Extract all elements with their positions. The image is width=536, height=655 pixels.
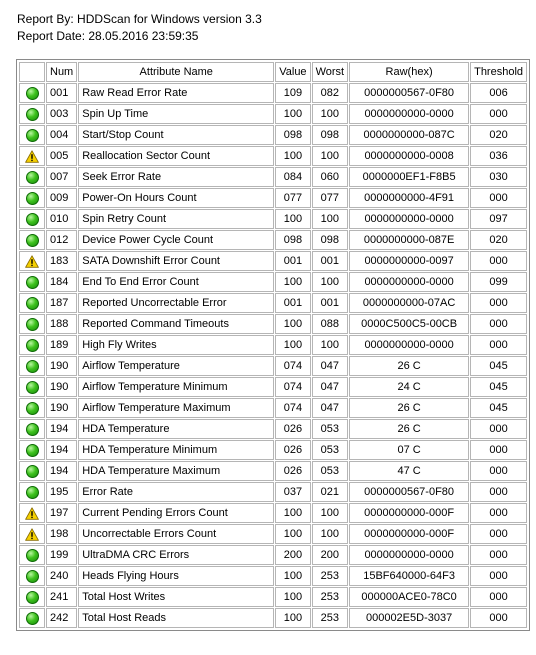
ok-status-icon	[26, 381, 39, 393]
status-cell	[19, 272, 45, 292]
ok-status-icon	[26, 444, 39, 456]
ok-status-icon	[26, 276, 39, 288]
status-cell	[19, 167, 45, 187]
num-cell: 194	[46, 419, 77, 439]
num-cell: 001	[46, 83, 77, 103]
value-cell: 100	[275, 503, 310, 523]
num-cell: 004	[46, 125, 77, 145]
status-cell	[19, 377, 45, 397]
attribute-name-cell: Start/Stop Count	[78, 125, 274, 145]
threshold-cell: 000	[470, 314, 527, 334]
table-row	[19, 146, 527, 166]
table-row	[19, 545, 527, 565]
num-cell: 005	[46, 146, 77, 166]
threshold-cell: 099	[470, 272, 527, 292]
attribute-name-cell: UltraDMA CRC Errors	[78, 545, 274, 565]
threshold-cell: 000	[470, 482, 527, 502]
threshold-cell: 000	[470, 545, 527, 565]
raw-hex-cell: 26 C	[349, 419, 469, 439]
worst-cell: 100	[312, 272, 349, 292]
worst-cell: 253	[312, 608, 349, 628]
attribute-name-cell: Current Pending Errors Count	[78, 503, 274, 523]
worst-cell: 021	[312, 482, 349, 502]
value-cell: 100	[275, 209, 310, 229]
attribute-name-cell: Error Rate	[78, 482, 274, 502]
num-cell: 190	[46, 356, 77, 376]
worst-cell: 088	[312, 314, 349, 334]
value-cell: 100	[275, 314, 310, 334]
attribute-name-cell: Reported Command Timeouts	[78, 314, 274, 334]
table-row	[19, 125, 527, 145]
attribute-name-cell: Total Host Reads	[78, 608, 274, 628]
raw-hex-cell: 24 C	[349, 377, 469, 397]
table-header-row	[19, 62, 527, 82]
raw-hex-cell: 000000ACE0-78C0	[349, 587, 469, 607]
attribute-name-cell: High Fly Writes	[78, 335, 274, 355]
value-cell: 100	[275, 272, 310, 292]
num-cell: 189	[46, 335, 77, 355]
num-cell: 187	[46, 293, 77, 313]
num-cell: 242	[46, 608, 77, 628]
worst-cell: 060	[312, 167, 349, 187]
ok-status-icon	[26, 213, 39, 225]
raw-hex-cell: 26 C	[349, 398, 469, 418]
column-header-value: Value	[275, 62, 310, 82]
worst-cell: 077	[312, 188, 349, 208]
value-cell: 100	[275, 335, 310, 355]
status-cell	[19, 356, 45, 376]
num-cell: 184	[46, 272, 77, 292]
raw-hex-cell: 26 C	[349, 356, 469, 376]
value-cell: 100	[275, 587, 310, 607]
ok-status-icon	[26, 108, 39, 120]
table-row	[19, 587, 527, 607]
worst-cell: 253	[312, 566, 349, 586]
num-cell: 003	[46, 104, 77, 124]
value-cell: 026	[275, 440, 310, 460]
threshold-cell: 045	[470, 356, 527, 376]
ok-status-icon	[26, 129, 39, 141]
threshold-cell: 000	[470, 293, 527, 313]
table-body	[19, 83, 527, 628]
column-header-num: Num	[46, 62, 77, 82]
warning-icon	[25, 150, 39, 162]
status-cell	[19, 293, 45, 313]
attribute-name-cell: Heads Flying Hours	[78, 566, 274, 586]
threshold-cell: 030	[470, 167, 527, 187]
worst-cell: 001	[312, 251, 349, 271]
value-cell: 098	[275, 125, 310, 145]
worst-cell: 100	[312, 104, 349, 124]
table-row	[19, 566, 527, 586]
status-cell	[19, 482, 45, 502]
smart-attributes-table	[18, 61, 528, 629]
table-row	[19, 440, 527, 460]
ok-status-icon	[26, 87, 39, 99]
raw-hex-cell: 07 C	[349, 440, 469, 460]
ok-status-icon	[26, 339, 39, 351]
table-row	[19, 503, 527, 523]
table-row	[19, 461, 527, 481]
value-cell: 026	[275, 419, 310, 439]
table-row	[19, 104, 527, 124]
raw-hex-cell: 0000000000-0000	[349, 104, 469, 124]
worst-cell: 100	[312, 335, 349, 355]
attribute-name-cell: HDA Temperature	[78, 419, 274, 439]
ok-status-icon	[26, 360, 39, 372]
num-cell: 198	[46, 524, 77, 544]
worst-cell: 047	[312, 398, 349, 418]
table-row	[19, 251, 527, 271]
raw-hex-cell: 0000000000-4F91	[349, 188, 469, 208]
ok-status-icon	[26, 318, 39, 330]
status-cell	[19, 209, 45, 229]
status-cell	[19, 83, 45, 103]
num-cell: 190	[46, 398, 77, 418]
table-row	[19, 398, 527, 418]
table-row	[19, 230, 527, 250]
threshold-cell: 097	[470, 209, 527, 229]
ok-status-icon	[26, 486, 39, 498]
raw-hex-cell: 0000C500C5-00CB	[349, 314, 469, 334]
num-cell: 241	[46, 587, 77, 607]
status-cell	[19, 440, 45, 460]
raw-hex-cell: 0000000000-07AC	[349, 293, 469, 313]
value-cell: 100	[275, 104, 310, 124]
worst-cell: 100	[312, 524, 349, 544]
value-cell: 100	[275, 146, 310, 166]
ok-status-icon	[26, 234, 39, 246]
attribute-name-cell: Reallocation Sector Count	[78, 146, 274, 166]
value-cell: 100	[275, 608, 310, 628]
status-cell	[19, 230, 45, 250]
warning-icon	[25, 528, 39, 540]
num-cell: 188	[46, 314, 77, 334]
ok-status-icon	[26, 402, 39, 414]
column-header-status	[19, 62, 45, 82]
threshold-cell: 000	[470, 503, 527, 523]
num-cell: 199	[46, 545, 77, 565]
raw-hex-cell: 0000000000-087E	[349, 230, 469, 250]
raw-hex-cell: 0000000000-0000	[349, 272, 469, 292]
worst-cell: 053	[312, 461, 349, 481]
threshold-cell: 000	[470, 419, 527, 439]
raw-hex-cell: 0000000567-0F80	[349, 83, 469, 103]
worst-cell: 253	[312, 587, 349, 607]
value-cell: 026	[275, 461, 310, 481]
column-header-threshold: Threshold	[470, 62, 527, 82]
status-cell	[19, 146, 45, 166]
threshold-cell: 000	[470, 188, 527, 208]
worst-cell: 001	[312, 293, 349, 313]
status-cell	[19, 188, 45, 208]
ok-status-icon	[26, 570, 39, 582]
attribute-name-cell: Spin Up Time	[78, 104, 274, 124]
threshold-cell: 045	[470, 398, 527, 418]
worst-cell: 053	[312, 419, 349, 439]
column-header-attribute-name: Attribute Name	[78, 62, 274, 82]
ok-status-icon	[26, 192, 39, 204]
table-row	[19, 524, 527, 544]
value-cell: 074	[275, 356, 310, 376]
raw-hex-cell: 0000000000-000F	[349, 503, 469, 523]
worst-cell: 200	[312, 545, 349, 565]
table-row	[19, 608, 527, 628]
report-by-text: Report By: HDDScan for Windows version 3.3	[17, 12, 262, 26]
ok-status-icon	[26, 591, 39, 603]
num-cell: 007	[46, 167, 77, 187]
attribute-name-cell: Spin Retry Count	[78, 209, 274, 229]
raw-hex-cell: 0000000000-0000	[349, 335, 469, 355]
worst-cell: 047	[312, 356, 349, 376]
warning-icon	[25, 255, 39, 267]
threshold-cell: 000	[470, 461, 527, 481]
raw-hex-cell: 0000000567-0F80	[349, 482, 469, 502]
table-row	[19, 188, 527, 208]
value-cell: 074	[275, 398, 310, 418]
status-cell	[19, 608, 45, 628]
value-cell: 074	[275, 377, 310, 397]
raw-hex-cell: 000002E5D-3037	[349, 608, 469, 628]
num-cell: 197	[46, 503, 77, 523]
value-cell: 100	[275, 566, 310, 586]
attribute-name-cell: Total Host Writes	[78, 587, 274, 607]
raw-hex-cell: 0000000000-0000	[349, 209, 469, 229]
value-cell: 037	[275, 482, 310, 502]
attribute-name-cell: HDA Temperature Minimum	[78, 440, 274, 460]
worst-cell: 100	[312, 209, 349, 229]
table-row	[19, 356, 527, 376]
attribute-name-cell: HDA Temperature Maximum	[78, 461, 274, 481]
threshold-cell: 000	[470, 587, 527, 607]
attribute-name-cell: Device Power Cycle Count	[78, 230, 274, 250]
table-row	[19, 419, 527, 439]
worst-cell: 053	[312, 440, 349, 460]
num-cell: 194	[46, 461, 77, 481]
num-cell: 183	[46, 251, 77, 271]
raw-hex-cell: 15BF640000-64F3	[349, 566, 469, 586]
status-cell	[19, 503, 45, 523]
value-cell: 200	[275, 545, 310, 565]
worst-cell: 100	[312, 503, 349, 523]
raw-hex-cell: 0000000000-0097	[349, 251, 469, 271]
table-row	[19, 293, 527, 313]
attribute-name-cell: Airflow Temperature	[78, 356, 274, 376]
attribute-name-cell: SATA Downshift Error Count	[78, 251, 274, 271]
threshold-cell: 036	[470, 146, 527, 166]
threshold-cell: 000	[470, 566, 527, 586]
ok-status-icon	[26, 171, 39, 183]
raw-hex-cell: 0000000000-087C	[349, 125, 469, 145]
threshold-cell: 045	[470, 377, 527, 397]
status-cell	[19, 461, 45, 481]
worst-cell: 098	[312, 230, 349, 250]
num-cell: 240	[46, 566, 77, 586]
status-cell	[19, 125, 45, 145]
attribute-name-cell: Power-On Hours Count	[78, 188, 274, 208]
value-cell: 001	[275, 251, 310, 271]
attribute-name-cell: End To End Error Count	[78, 272, 274, 292]
column-header-raw: Raw(hex)	[349, 62, 469, 82]
threshold-cell: 000	[470, 524, 527, 544]
num-cell: 190	[46, 377, 77, 397]
threshold-cell: 000	[470, 440, 527, 460]
attribute-name-cell: Airflow Temperature Maximum	[78, 398, 274, 418]
value-cell: 001	[275, 293, 310, 313]
raw-hex-cell: 0000000000-0000	[349, 545, 469, 565]
threshold-cell: 000	[470, 608, 527, 628]
warning-icon	[25, 507, 39, 519]
status-cell	[19, 335, 45, 355]
column-header-worst: Worst	[312, 62, 349, 82]
status-cell	[19, 398, 45, 418]
table-row	[19, 335, 527, 355]
num-cell: 010	[46, 209, 77, 229]
num-cell: 009	[46, 188, 77, 208]
ok-status-icon	[26, 297, 39, 309]
threshold-cell: 006	[470, 83, 527, 103]
attribute-name-cell: Reported Uncorrectable Error	[78, 293, 274, 313]
status-cell	[19, 314, 45, 334]
value-cell: 084	[275, 167, 310, 187]
num-cell: 195	[46, 482, 77, 502]
status-cell	[19, 587, 45, 607]
threshold-cell: 000	[470, 104, 527, 124]
table-row	[19, 83, 527, 103]
table-row	[19, 377, 527, 397]
num-cell: 012	[46, 230, 77, 250]
threshold-cell: 020	[470, 125, 527, 145]
attribute-name-cell: Airflow Temperature Minimum	[78, 377, 274, 397]
num-cell: 194	[46, 440, 77, 460]
status-cell	[19, 251, 45, 271]
ok-status-icon	[26, 465, 39, 477]
threshold-cell: 020	[470, 230, 527, 250]
report-header	[17, 11, 262, 45]
status-cell	[19, 104, 45, 124]
threshold-cell: 000	[470, 335, 527, 355]
ok-status-icon	[26, 549, 39, 561]
value-cell: 077	[275, 188, 310, 208]
raw-hex-cell: 0000000000-0008	[349, 146, 469, 166]
value-cell: 109	[275, 83, 310, 103]
worst-cell: 100	[312, 146, 349, 166]
value-cell: 098	[275, 230, 310, 250]
attribute-name-cell: Uncorrectable Errors Count	[78, 524, 274, 544]
status-cell	[19, 566, 45, 586]
value-cell: 100	[275, 524, 310, 544]
raw-hex-cell: 0000000000-000F	[349, 524, 469, 544]
attribute-name-cell: Raw Read Error Rate	[78, 83, 274, 103]
attribute-name-cell: Seek Error Rate	[78, 167, 274, 187]
worst-cell: 098	[312, 125, 349, 145]
ok-status-icon	[26, 612, 39, 624]
raw-hex-cell: 0000000EF1-F8B5	[349, 167, 469, 187]
worst-cell: 082	[312, 83, 349, 103]
threshold-cell: 000	[470, 251, 527, 271]
raw-hex-cell: 47 C	[349, 461, 469, 481]
table-row	[19, 314, 527, 334]
table-row	[19, 209, 527, 229]
table-row	[19, 272, 527, 292]
worst-cell: 047	[312, 377, 349, 397]
table-row	[19, 482, 527, 502]
status-cell	[19, 524, 45, 544]
status-cell	[19, 545, 45, 565]
smart-attributes-report	[16, 59, 530, 631]
report-date-text: Report Date: 28.05.2016 23:59:35	[17, 29, 199, 43]
ok-status-icon	[26, 423, 39, 435]
status-cell	[19, 419, 45, 439]
table-row	[19, 167, 527, 187]
